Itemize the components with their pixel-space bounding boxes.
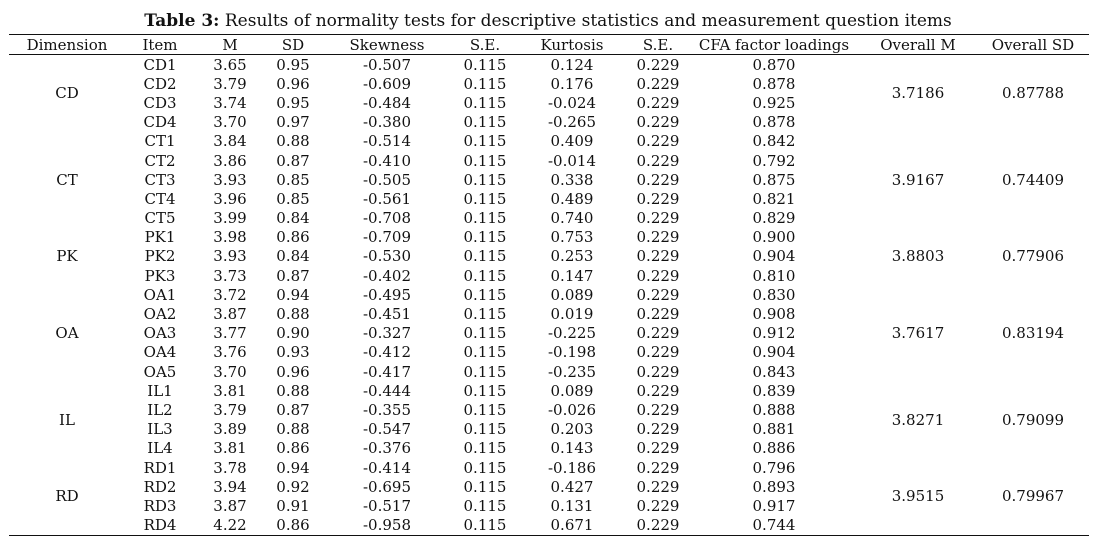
cfa-loading-cell: 0.796 <box>752 458 796 477</box>
m-cell: 3.86 <box>213 151 247 170</box>
item-cell: CT1 <box>144 132 176 151</box>
skewness-se-cell: 0.115 <box>463 343 507 362</box>
sd-cell: 0.94 <box>276 458 310 477</box>
table-caption-label: Table 3: <box>144 11 220 31</box>
item-cell: CT3 <box>144 170 176 189</box>
table-row <box>9 228 1089 247</box>
sd-cell: 0.85 <box>276 189 310 208</box>
cfa-loading-cell: 0.925 <box>752 93 796 112</box>
sd-cell: 0.95 <box>276 93 310 112</box>
kurtosis-cell: 0.338 <box>550 170 594 189</box>
skewness-se-cell: 0.115 <box>463 362 507 381</box>
skewness-cell: -0.355 <box>362 400 411 419</box>
sd-cell: 0.94 <box>276 285 310 304</box>
sd-cell: 0.92 <box>276 477 310 496</box>
kurtosis-cell: 0.489 <box>550 189 594 208</box>
item-cell: OA2 <box>143 305 177 324</box>
item-cell: RD4 <box>125 516 195 536</box>
kurtosis-se-cell: 0.229 <box>636 189 680 208</box>
kurtosis-cell: 0.176 <box>550 74 594 93</box>
skewness-se-cell: 0.115 <box>463 420 507 439</box>
kurtosis-cell: -0.186 <box>547 458 596 477</box>
table-header <box>9 35 1089 55</box>
sd-cell: 0.88 <box>276 132 310 151</box>
cfa-loading-cell: 0.878 <box>752 113 796 132</box>
skewness-cell: -0.709 <box>362 228 411 247</box>
skewness-se-cell: 0.115 <box>463 74 507 93</box>
skewness-cell: -0.380 <box>362 113 411 132</box>
sd-cell: 0.90 <box>276 324 310 343</box>
kurtosis-cell: 0.143 <box>550 439 594 458</box>
kurtosis-cell: -0.265 <box>547 113 596 132</box>
sd-cell: 0.84 <box>276 209 310 228</box>
skewness-cell: -0.507 <box>362 55 411 74</box>
kurtosis-se-cell: 0.229 <box>636 209 680 228</box>
table-row <box>9 285 1089 304</box>
overall-m-cell: 3.7186 <box>891 84 945 103</box>
header-kurtosis-se: S.E. <box>627 35 689 55</box>
item-cell: IL3 <box>147 420 173 439</box>
header-sd: SD <box>265 35 321 55</box>
skewness-cell: -0.530 <box>362 247 411 266</box>
skewness-se-cell: 0.115 <box>463 93 507 112</box>
overall-m-cell: 3.8271 <box>891 410 945 429</box>
skewness-cell: -0.402 <box>362 266 411 285</box>
kurtosis-cell: -0.024 <box>547 93 596 112</box>
kurtosis-cell: 0.147 <box>550 266 594 285</box>
skewness-cell: -0.451 <box>362 305 411 324</box>
kurtosis-se-cell: 0.229 <box>636 74 680 93</box>
kurtosis-se-cell: 0.229 <box>636 477 680 496</box>
skewness-se-cell: 0.115 <box>463 55 507 74</box>
m-cell: 3.70 <box>213 113 247 132</box>
dimension-cell: PK <box>56 247 78 266</box>
m-cell: 3.93 <box>213 170 247 189</box>
item-cell: RD3 <box>143 496 177 515</box>
skewness-cell: -0.958 <box>321 516 453 536</box>
item-cell: PK1 <box>144 228 176 247</box>
m-cell: 3.96 <box>213 189 247 208</box>
kurtosis-cell: 0.409 <box>550 132 594 151</box>
skewness-se-cell: 0.115 <box>463 247 507 266</box>
kurtosis-cell: 0.427 <box>550 477 594 496</box>
skewness-cell: -0.444 <box>362 381 411 400</box>
kurtosis-se-cell: 0.229 <box>636 381 680 400</box>
dimension-cell: CD <box>55 84 79 103</box>
kurtosis-se-cell: 0.229 <box>636 400 680 419</box>
sd-cell: 0.87 <box>276 266 310 285</box>
cfa-loading-cell: 0.792 <box>752 151 796 170</box>
m-cell: 3.65 <box>213 55 247 74</box>
item-cell: OA4 <box>143 343 177 362</box>
kurtosis-se-cell: 0.229 <box>636 93 680 112</box>
cfa-loading-cell: 0.904 <box>752 247 796 266</box>
item-cell: CD3 <box>143 93 177 112</box>
skewness-cell: -0.505 <box>362 170 411 189</box>
skewness-se-cell: 0.115 <box>463 113 507 132</box>
sd-cell: 0.88 <box>276 381 310 400</box>
table-caption-text: Results of normality tests for descriptive statistics and measurement question items <box>219 11 952 31</box>
item-cell: OA5 <box>143 362 177 381</box>
m-cell: 3.76 <box>213 343 247 362</box>
skewness-cell: -0.484 <box>362 93 411 112</box>
m-cell: 3.87 <box>213 496 247 515</box>
skewness-cell: -0.495 <box>362 285 411 304</box>
header-m: M <box>195 35 265 55</box>
kurtosis-cell: 0.131 <box>550 496 594 515</box>
table-row <box>9 55 1089 75</box>
kurtosis-cell: -0.235 <box>547 362 596 381</box>
cfa-loading-cell: 0.842 <box>752 132 796 151</box>
m-cell: 3.98 <box>213 228 247 247</box>
kurtosis-se-cell: 0.229 <box>636 228 680 247</box>
kurtosis-se-cell: 0.229 <box>636 496 680 515</box>
sd-cell: 0.96 <box>276 362 310 381</box>
skewness-cell: -0.609 <box>362 74 411 93</box>
cfa-loading-cell: 0.830 <box>752 285 796 304</box>
item-cell: CT4 <box>144 189 176 208</box>
cfa-loading-cell: 0.839 <box>752 381 796 400</box>
skewness-cell: -0.327 <box>362 324 411 343</box>
sd-cell: 0.88 <box>276 305 310 324</box>
dimension-cell: IL <box>59 410 75 429</box>
m-cell: 3.89 <box>213 420 247 439</box>
kurtosis-se-cell: 0.229 <box>636 324 680 343</box>
m-cell: 3.70 <box>213 362 247 381</box>
cfa-loading-cell: 0.917 <box>752 496 796 515</box>
dimension-cell: RD <box>9 458 125 535</box>
overall-m-cell: 3.9167 <box>891 170 945 189</box>
cfa-loading-cell: 0.912 <box>752 324 796 343</box>
cfa-loading-cell: 0.875 <box>752 170 796 189</box>
m-cell: 3.81 <box>213 439 247 458</box>
cfa-loading-cell: 0.821 <box>752 189 796 208</box>
item-cell: OA1 <box>143 285 177 304</box>
overall-sd-cell: 0.77906 <box>1001 247 1065 266</box>
header-kurtosis: Kurtosis <box>517 35 627 55</box>
item-cell: PK2 <box>144 247 176 266</box>
header-dimension: Dimension <box>9 35 125 55</box>
cfa-loading-cell: 0.878 <box>752 74 796 93</box>
table-row <box>9 381 1089 400</box>
kurtosis-cell: 0.019 <box>550 305 594 324</box>
cfa-loading-cell: 0.893 <box>752 477 796 496</box>
kurtosis-se-cell: 0.229 <box>636 343 680 362</box>
kurtosis-se-cell: 0.229 <box>636 247 680 266</box>
item-cell: IL1 <box>147 381 173 400</box>
skewness-cell: -0.417 <box>362 362 411 381</box>
skewness-cell: -0.695 <box>362 477 411 496</box>
skewness-cell: -0.517 <box>362 496 411 515</box>
kurtosis-cell: 0.089 <box>550 285 594 304</box>
overall-sd-cell: 0.79967 <box>977 458 1089 535</box>
overall-m-cell: 3.7617 <box>891 324 945 343</box>
m-cell: 3.79 <box>213 74 247 93</box>
sd-cell: 0.86 <box>265 516 321 536</box>
kurtosis-cell: -0.026 <box>547 400 596 419</box>
header-overall-m: Overall M <box>859 35 977 55</box>
skewness-se-cell: 0.115 <box>463 209 507 228</box>
kurtosis-cell: -0.198 <box>547 343 596 362</box>
skewness-se-cell: 0.115 <box>463 189 507 208</box>
skewness-cell: -0.561 <box>362 189 411 208</box>
overall-sd-cell: 0.74409 <box>1001 170 1065 189</box>
sd-cell: 0.87 <box>276 400 310 419</box>
table-caption <box>0 11 1096 31</box>
cfa-loading-cell: 0.908 <box>752 305 796 324</box>
kurtosis-se-cell: 0.229 <box>636 458 680 477</box>
skewness-se-cell: 0.115 <box>463 132 507 151</box>
table-row <box>9 132 1089 151</box>
skewness-se-cell: 0.115 <box>463 285 507 304</box>
sd-cell: 0.95 <box>276 55 310 74</box>
sd-cell: 0.88 <box>276 420 310 439</box>
skewness-se-cell: 0.115 <box>453 516 517 536</box>
kurtosis-se-cell: 0.229 <box>636 151 680 170</box>
cfa-loading-cell: 0.888 <box>752 400 796 419</box>
kurtosis-cell: -0.225 <box>547 324 596 343</box>
sd-cell: 0.84 <box>276 247 310 266</box>
skewness-se-cell: 0.115 <box>463 324 507 343</box>
item-cell: CD4 <box>143 113 177 132</box>
table-body <box>9 55 1089 536</box>
sd-cell: 0.91 <box>276 496 310 515</box>
kurtosis-cell: 0.753 <box>550 228 594 247</box>
m-cell: 4.22 <box>195 516 265 536</box>
kurtosis-se-cell: 0.229 <box>636 55 680 74</box>
dimension-cell: CT <box>56 170 78 189</box>
item-cell: CT2 <box>144 151 176 170</box>
m-cell: 3.84 <box>213 132 247 151</box>
cfa-loading-cell: 0.843 <box>752 362 796 381</box>
item-cell: IL4 <box>147 439 173 458</box>
kurtosis-se-cell: 0.229 <box>627 516 689 536</box>
cfa-loading-cell: 0.870 <box>752 55 796 74</box>
kurtosis-se-cell: 0.229 <box>636 362 680 381</box>
kurtosis-se-cell: 0.229 <box>636 113 680 132</box>
skewness-se-cell: 0.115 <box>463 228 507 247</box>
skewness-se-cell: 0.115 <box>463 266 507 285</box>
kurtosis-cell: 0.671 <box>517 516 627 536</box>
kurtosis-cell: 0.089 <box>550 381 594 400</box>
skewness-se-cell: 0.115 <box>463 170 507 189</box>
skewness-cell: -0.547 <box>362 420 411 439</box>
cfa-loading-cell: 0.810 <box>752 266 796 285</box>
sd-cell: 0.96 <box>276 74 310 93</box>
skewness-cell: -0.376 <box>362 439 411 458</box>
kurtosis-se-cell: 0.229 <box>636 420 680 439</box>
header-skewness: Skewness <box>321 35 453 55</box>
sd-cell: 0.97 <box>276 113 310 132</box>
item-cell: RD2 <box>143 477 177 496</box>
item-cell: OA3 <box>143 324 177 343</box>
sd-cell: 0.86 <box>276 439 310 458</box>
m-cell: 3.81 <box>213 381 247 400</box>
kurtosis-cell: 0.740 <box>550 209 594 228</box>
overall-m-cell: 3.9515 <box>859 458 977 535</box>
kurtosis-se-cell: 0.229 <box>636 285 680 304</box>
skewness-se-cell: 0.115 <box>463 439 507 458</box>
skewness-se-cell: 0.115 <box>463 381 507 400</box>
kurtosis-se-cell: 0.229 <box>636 132 680 151</box>
header-row <box>9 35 1089 55</box>
item-cell: CT5 <box>144 209 176 228</box>
overall-m-cell: 3.8803 <box>891 247 945 266</box>
m-cell: 3.77 <box>213 324 247 343</box>
item-cell: CD1 <box>143 55 177 74</box>
kurtosis-se-cell: 0.229 <box>636 266 680 285</box>
m-cell: 3.74 <box>213 93 247 112</box>
kurtosis-cell: 0.124 <box>550 55 594 74</box>
normality-results-table <box>9 34 1089 536</box>
skewness-se-cell: 0.115 <box>463 151 507 170</box>
cfa-loading-cell: 0.904 <box>752 343 796 362</box>
overall-sd-cell: 0.87788 <box>1001 84 1065 103</box>
m-cell: 3.87 <box>213 305 247 324</box>
m-cell: 3.79 <box>213 400 247 419</box>
m-cell: 3.72 <box>213 285 247 304</box>
item-cell: RD1 <box>143 458 177 477</box>
skewness-se-cell: 0.115 <box>463 305 507 324</box>
skewness-cell: -0.414 <box>362 458 411 477</box>
header-cfa-loadings: CFA factor loadings <box>689 35 859 55</box>
m-cell: 3.99 <box>213 209 247 228</box>
table-row <box>9 458 1089 477</box>
skewness-cell: -0.410 <box>362 151 411 170</box>
kurtosis-se-cell: 0.229 <box>636 439 680 458</box>
sd-cell: 0.87 <box>276 151 310 170</box>
skewness-se-cell: 0.115 <box>463 400 507 419</box>
kurtosis-cell: 0.253 <box>550 247 594 266</box>
skewness-cell: -0.412 <box>362 343 411 362</box>
sd-cell: 0.86 <box>276 228 310 247</box>
cfa-loading-cell: 0.829 <box>752 209 796 228</box>
m-cell: 3.73 <box>213 266 247 285</box>
kurtosis-cell: -0.014 <box>547 151 596 170</box>
header-skewness-se: S.E. <box>453 35 517 55</box>
kurtosis-se-cell: 0.229 <box>636 170 680 189</box>
m-cell: 3.93 <box>213 247 247 266</box>
item-cell: IL2 <box>147 400 173 419</box>
skewness-se-cell: 0.115 <box>463 458 507 477</box>
m-cell: 3.78 <box>213 458 247 477</box>
skewness-cell: -0.708 <box>362 209 411 228</box>
header-item: Item <box>125 35 195 55</box>
sd-cell: 0.85 <box>276 170 310 189</box>
skewness-cell: -0.514 <box>362 132 411 151</box>
kurtosis-se-cell: 0.229 <box>636 305 680 324</box>
item-cell: PK3 <box>144 266 176 285</box>
cfa-loading-cell: 0.886 <box>752 439 796 458</box>
overall-sd-cell: 0.83194 <box>1001 324 1065 343</box>
skewness-se-cell: 0.115 <box>463 496 507 515</box>
cfa-loading-cell: 0.900 <box>752 228 796 247</box>
m-cell: 3.94 <box>213 477 247 496</box>
kurtosis-cell: 0.203 <box>550 420 594 439</box>
item-cell: CD2 <box>143 74 177 93</box>
dimension-cell: OA <box>55 324 79 343</box>
cfa-loading-cell: 0.881 <box>752 420 796 439</box>
header-overall-sd: Overall SD <box>977 35 1089 55</box>
sd-cell: 0.93 <box>276 343 310 362</box>
cfa-loading-cell: 0.744 <box>689 516 859 536</box>
skewness-se-cell: 0.115 <box>463 477 507 496</box>
overall-sd-cell: 0.79099 <box>1001 410 1065 429</box>
